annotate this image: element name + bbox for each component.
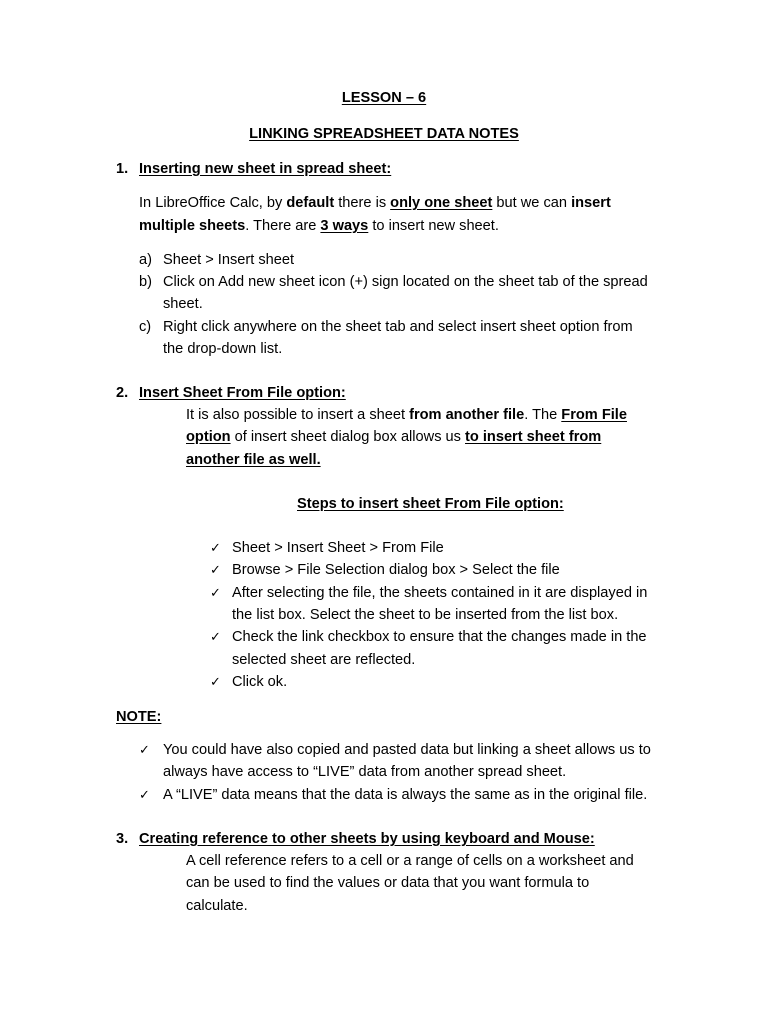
section-3-line-1: A cell reference refers to a cell or a range of cells on a worksheet and <box>186 853 634 869</box>
list-item: Click on Add new sheet icon (+) sign located on the sheet tab of the spread <box>163 274 648 290</box>
list-item: A “LIVE” data means that the data is always the same as in the original file. <box>163 787 648 803</box>
check-icon: ✓ <box>139 743 150 758</box>
check-icon: ✓ <box>210 586 221 601</box>
check-icon: ✓ <box>210 541 221 556</box>
section-1-number: 1. <box>116 161 129 177</box>
section-2-paragraph-line-3: another file as well. <box>186 452 321 468</box>
section-3-line-3: calculate. <box>186 898 248 914</box>
section-2-heading: Insert Sheet From File option: <box>139 385 346 401</box>
section-1-paragraph-line-2: multiple sheets. There are 3 ways to insert new sheet. <box>139 218 499 234</box>
steps-heading: Steps to insert sheet From File option: <box>297 496 564 512</box>
list-item: Right click anywhere on the sheet tab and select insert sheet option from <box>163 319 633 335</box>
list-item-continuation: sheet. <box>163 296 203 312</box>
list-item: Click ok. <box>232 674 288 690</box>
list-item: After selecting the file, the sheets contained in it are displayed in <box>232 585 648 601</box>
section-2-paragraph-line-2: option of insert sheet dialog box allows us to insert sheet from <box>186 429 602 445</box>
section-1-heading: Inserting new sheet in spread sheet: <box>139 161 392 177</box>
list-item: You could have also copied and pasted data but linking a sheet allows us to <box>163 742 651 758</box>
note-heading: NOTE: <box>116 709 162 725</box>
list-item: Check the link checkbox to ensure that the changes made in the <box>232 629 647 645</box>
list-item-continuation: selected sheet are reflected. <box>232 652 416 668</box>
section-2-paragraph-line-1: It is also possible to insert a sheet from another file. The From File <box>186 407 627 423</box>
list-item-marker: c) <box>139 319 152 335</box>
section-3-number: 3. <box>116 831 129 847</box>
list-item: Sheet > Insert sheet <box>163 252 295 268</box>
lesson-title: LESSON – 6 <box>341 90 427 106</box>
list-item-marker: b) <box>139 274 152 290</box>
section-3-line-2: can be used to find the values or data that you want formula to <box>186 875 590 891</box>
section-1-paragraph-line-1: In LibreOffice Calc, by default there is only one sheet but we can insert <box>139 195 611 211</box>
document-title: LINKING SPREADSHEET DATA NOTES <box>249 126 519 142</box>
list-item-continuation: the drop-down list. <box>163 341 283 357</box>
list-item: Browse > File Selection dialog box > Select the file <box>232 562 560 578</box>
check-icon: ✓ <box>210 630 221 645</box>
check-icon: ✓ <box>210 563 221 578</box>
section-3-heading: Creating reference to other sheets by using keyboard and Mouse: <box>139 831 595 847</box>
section-2-number: 2. <box>116 385 129 401</box>
list-item-marker: a) <box>139 252 152 268</box>
list-item-continuation: always have access to “LIVE” data from another spread sheet. <box>163 764 567 780</box>
list-item: Sheet > Insert Sheet > From File <box>232 540 444 556</box>
check-icon: ✓ <box>139 788 150 803</box>
list-item-continuation: the list box. Select the sheet to be inserted from the list box. <box>232 607 619 623</box>
check-icon: ✓ <box>210 675 221 690</box>
